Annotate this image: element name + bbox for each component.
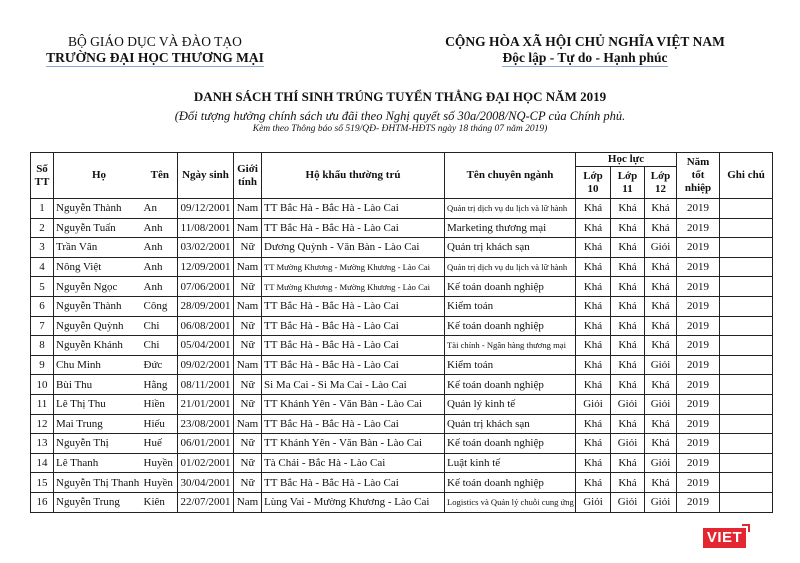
- cell-major: Logistics và Quản lý chuỗi cung ứng: [445, 492, 576, 512]
- cell-lop11: Khá: [611, 453, 645, 473]
- cell-lop12: Khá: [645, 414, 677, 434]
- cell-ho: Nguyễn Thị Thanh: [54, 473, 142, 493]
- cell-grad: 2019: [677, 238, 720, 258]
- cell-grad: 2019: [677, 277, 720, 297]
- cell-stt: 8: [31, 336, 54, 356]
- cell-address: Lùng Vai - Mường Khương - Lào Cai: [262, 492, 445, 512]
- cell-dob: 07/06/2001: [178, 277, 234, 297]
- cell-dob: 09/12/2001: [178, 199, 234, 219]
- cell-stt: 10: [31, 375, 54, 395]
- cell-lop12: Giỏi: [645, 453, 677, 473]
- cell-grad: 2019: [677, 199, 720, 219]
- document-title: DANH SÁCH THÍ SINH TRÚNG TUYỂN THẲNG ĐẠI HỌC NĂM 2019: [193, 89, 607, 104]
- cell-lop11: Khá: [611, 238, 645, 258]
- table-row: [31, 257, 773, 277]
- cell-note: [720, 336, 773, 356]
- cell-lop12: Khá: [645, 199, 677, 219]
- cell-stt: 5: [31, 277, 54, 297]
- viet-logo: VIET: [703, 528, 746, 548]
- cell-lop12: Khá: [645, 316, 677, 336]
- table-row: [31, 296, 773, 316]
- cell-address: TT Bắc Hà - Bắc Hà - Lào Cai: [262, 355, 445, 375]
- table-row: [31, 414, 773, 434]
- cell-note: [720, 473, 773, 493]
- cell-gender: Nam: [234, 414, 262, 434]
- cell-lop11: Giỏi: [611, 394, 645, 414]
- cell-gender: Nữ: [234, 238, 262, 258]
- cell-grad: 2019: [677, 434, 720, 454]
- col-ten: Tên: [150, 169, 169, 181]
- cell-major: Kế toán doanh nghiệp: [445, 277, 576, 297]
- cell-lop12: Khá: [645, 336, 677, 356]
- col-major: Tên chuyên ngành: [445, 153, 576, 199]
- cell-address: TT Khánh Yên - Văn Bàn - Lào Cai: [262, 394, 445, 414]
- cell-address: TT Bắc Hà - Bắc Hà - Lào Cai: [262, 336, 445, 356]
- cell-gender: Nữ: [234, 434, 262, 454]
- cell-lop10: Khá: [576, 375, 611, 395]
- university-name: [45, 50, 265, 66]
- table-row: [31, 375, 773, 395]
- cell-dob: 06/01/2001: [178, 434, 234, 454]
- motto-text: Độc lập - Tự do - Hạnh phúc: [502, 50, 668, 65]
- table-row: [31, 473, 773, 493]
- cell-lop10: Khá: [576, 316, 611, 336]
- cell-ten: Hiếu: [142, 414, 178, 434]
- subtitle-2: Kèm theo Thông báo số 519/QĐ- ĐHTM-HĐTS ngày 18 tháng 07 năm 2019): [252, 124, 548, 134]
- cell-stt: 14: [31, 453, 54, 473]
- cell-lop10: Khá: [576, 336, 611, 356]
- cell-lop10: Giỏi: [576, 492, 611, 512]
- cell-stt: 12: [31, 414, 54, 434]
- cell-dob: 22/07/2001: [178, 492, 234, 512]
- cell-ho: Lê Thanh: [54, 453, 142, 473]
- cell-major: Quản trị dịch vụ du lịch và lữ hành: [445, 257, 576, 277]
- cell-address: TT Mường Khương - Mường Khương - Lào Cai: [262, 277, 445, 297]
- cell-ten: Hiền: [142, 394, 178, 414]
- cell-major: Kế toán doanh nghiệp: [445, 434, 576, 454]
- cell-lop10: Khá: [576, 238, 611, 258]
- cell-ten: Chi: [142, 316, 178, 336]
- cell-gender: Nam: [234, 492, 262, 512]
- cell-lop12: Khá: [645, 375, 677, 395]
- cell-lop11: Khá: [611, 355, 645, 375]
- cell-lop12: Giỏi: [645, 492, 677, 512]
- cell-gender: Nam: [234, 257, 262, 277]
- cell-address: TT Bắc Hà - Bắc Hà - Lào Cai: [262, 199, 445, 219]
- cell-lop11: Khá: [611, 257, 645, 277]
- subtitle-1: (Đối tượng hưởng chính sách ưu đãi theo Nghị quyết số 30a/2008/NQ-CP của Chính phủ.: [174, 109, 626, 123]
- cell-ten: Huế: [142, 434, 178, 454]
- cell-note: [720, 296, 773, 316]
- cell-ten: An: [142, 199, 178, 219]
- cell-lop10: Khá: [576, 218, 611, 238]
- col-dob: Ngày sinh: [178, 153, 234, 199]
- cell-ten: Kiên: [142, 492, 178, 512]
- cell-gender: Nữ: [234, 375, 262, 395]
- cell-gender: Nữ: [234, 394, 262, 414]
- cell-ten: Hằng: [142, 375, 178, 395]
- cell-lop12: Giỏi: [645, 238, 677, 258]
- cell-ten: Anh: [142, 218, 178, 238]
- cell-grad: 2019: [677, 492, 720, 512]
- table-row: [31, 394, 773, 414]
- cell-grad: 2019: [677, 453, 720, 473]
- cell-ten: Đức: [142, 355, 178, 375]
- table-row: [31, 434, 773, 454]
- cell-lop10: Khá: [576, 434, 611, 454]
- cell-ho: Nguyễn Ngọc: [54, 277, 142, 297]
- table-row: [31, 277, 773, 297]
- cell-ten: Huyền: [142, 473, 178, 493]
- cell-lop12: Khá: [645, 218, 677, 238]
- cell-note: [720, 492, 773, 512]
- cell-lop12: Giỏi: [645, 355, 677, 375]
- cell-note: [720, 414, 773, 434]
- cell-major: Quản trị dịch vụ du lịch và lữ hành: [445, 199, 576, 219]
- table-row: [31, 453, 773, 473]
- cell-lop12: Giỏi: [645, 394, 677, 414]
- cell-lop11: Khá: [611, 277, 645, 297]
- cell-ho: Nguyễn Thành: [54, 296, 142, 316]
- cell-ho: Trần Vân: [54, 238, 142, 258]
- cell-gender: Nam: [234, 218, 262, 238]
- col-hoc-luc: Học lực: [576, 153, 677, 167]
- cell-ten: Anh: [142, 277, 178, 297]
- cell-ho: Nguyễn Thị: [54, 434, 142, 454]
- cell-ho: Nguyễn Tuấn: [54, 218, 142, 238]
- cell-ho: Nguyễn Khánh: [54, 336, 142, 356]
- cell-ten: Chi: [142, 336, 178, 356]
- table-row: [31, 218, 773, 238]
- cell-stt: 15: [31, 473, 54, 493]
- motto: [430, 50, 740, 66]
- university-text: TRƯỜNG ĐẠI HỌC THƯƠNG MẠI: [46, 50, 264, 65]
- cell-dob: 09/02/2001: [178, 355, 234, 375]
- col-ho: Họ: [92, 169, 107, 181]
- cell-lop11: Khá: [611, 218, 645, 238]
- cell-lop12: Khá: [645, 434, 677, 454]
- cell-stt: 7: [31, 316, 54, 336]
- cell-note: [720, 238, 773, 258]
- cell-dob: 30/04/2001: [178, 473, 234, 493]
- cell-lop11: Khá: [611, 336, 645, 356]
- cell-gender: Nữ: [234, 316, 262, 336]
- cell-grad: 2019: [677, 316, 720, 336]
- cell-stt: 3: [31, 238, 54, 258]
- cell-ho: Mai Trung: [54, 414, 142, 434]
- cell-major: Kế toán doanh nghiệp: [445, 375, 576, 395]
- cell-stt: 11: [31, 394, 54, 414]
- cell-stt: 1: [31, 199, 54, 219]
- cell-major: Marketing thương mại: [445, 218, 576, 238]
- cell-lop12: Khá: [645, 296, 677, 316]
- cell-major: Tài chính - Ngân hàng thương mại: [445, 336, 576, 356]
- cell-grad: 2019: [677, 375, 720, 395]
- col-address: Hộ khẩu thường trú: [262, 153, 445, 199]
- cell-stt: 9: [31, 355, 54, 375]
- cell-address: TT Mường Khương - Mường Khương - Lào Cai: [262, 257, 445, 277]
- cell-dob: 05/04/2001: [178, 336, 234, 356]
- cell-stt: 2: [31, 218, 54, 238]
- cell-lop11: Giỏi: [611, 434, 645, 454]
- cell-lop10: Khá: [576, 473, 611, 493]
- cell-note: [720, 355, 773, 375]
- cell-address: Tà Chải - Bắc Hà - Lào Cai: [262, 453, 445, 473]
- cell-gender: Nữ: [234, 336, 262, 356]
- cell-lop10: Khá: [576, 453, 611, 473]
- cell-address: TT Bắc Hà - Bắc Hà - Lào Cai: [262, 218, 445, 238]
- table-row: [31, 355, 773, 375]
- cell-ten: Công: [142, 296, 178, 316]
- cell-stt: 16: [31, 492, 54, 512]
- cell-lop10: Khá: [576, 199, 611, 219]
- cell-gender: Nam: [234, 296, 262, 316]
- cell-address: TT Khánh Yên - Văn Bàn - Lào Cai: [262, 434, 445, 454]
- cell-ten: Anh: [142, 238, 178, 258]
- cell-address: TT Bắc Hà - Bắc Hà - Lào Cai: [262, 316, 445, 336]
- cell-grad: 2019: [677, 336, 720, 356]
- cell-lop10: Khá: [576, 414, 611, 434]
- cell-lop11: Khá: [611, 316, 645, 336]
- cell-ho: Bùi Thu: [54, 375, 142, 395]
- cell-major: Quản trị khách sạn: [445, 238, 576, 258]
- cell-major: Kiểm toán: [445, 355, 576, 375]
- cell-stt: 6: [31, 296, 54, 316]
- cell-ho: Nguyễn Trung: [54, 492, 142, 512]
- col-name: [54, 153, 178, 199]
- col-note: Ghi chú: [720, 153, 773, 199]
- cell-dob: 11/08/2001: [178, 218, 234, 238]
- table-row: [31, 238, 773, 258]
- cell-lop10: Khá: [576, 277, 611, 297]
- cell-dob: 21/01/2001: [178, 394, 234, 414]
- col-lop11: Lớp 11: [611, 167, 645, 199]
- cell-address: Si Ma Cai - Si Ma Cai - Lào Cai: [262, 375, 445, 395]
- table-row: [31, 316, 773, 336]
- cell-dob: 08/11/2001: [178, 375, 234, 395]
- table-row: [31, 336, 773, 356]
- col-gender: Giới tính: [234, 153, 262, 199]
- cell-lop10: Khá: [576, 355, 611, 375]
- cell-stt: 4: [31, 257, 54, 277]
- cell-ho: Nông Việt: [54, 257, 142, 277]
- cell-note: [720, 257, 773, 277]
- cell-gender: Nữ: [234, 277, 262, 297]
- cell-ho: Nguyễn Quỳnh: [54, 316, 142, 336]
- cell-gender: Nữ: [234, 473, 262, 493]
- cell-dob: 06/08/2001: [178, 316, 234, 336]
- cell-lop10: Giỏi: [576, 394, 611, 414]
- cell-note: [720, 434, 773, 454]
- cell-grad: 2019: [677, 414, 720, 434]
- cell-address: TT Bắc Hà - Bắc Hà - Lào Cai: [262, 296, 445, 316]
- cell-note: [720, 453, 773, 473]
- cell-note: [720, 394, 773, 414]
- cell-note: [720, 316, 773, 336]
- cell-grad: 2019: [677, 218, 720, 238]
- cell-address: Dương Quỳnh - Văn Bàn - Lào Cai: [262, 238, 445, 258]
- cell-grad: 2019: [677, 296, 720, 316]
- cell-gender: Nữ: [234, 453, 262, 473]
- cell-note: [720, 199, 773, 219]
- cell-major: Kiểm toán: [445, 296, 576, 316]
- country-name: CỘNG HÒA XÃ HỘI CHỦ NGHĨA VIỆT NAM: [445, 34, 725, 49]
- cell-major: Kế toán doanh nghiệp: [445, 316, 576, 336]
- cell-grad: 2019: [677, 394, 720, 414]
- col-stt: Số TT: [31, 153, 54, 199]
- cell-dob: 01/02/2001: [178, 453, 234, 473]
- cell-ten: Anh: [142, 257, 178, 277]
- table-row: [31, 492, 773, 512]
- col-lop10: Lớp 10: [576, 167, 611, 199]
- cell-lop12: Khá: [645, 257, 677, 277]
- cell-lop12: Khá: [645, 473, 677, 493]
- cell-major: Quản lý kinh tế: [445, 394, 576, 414]
- cell-lop10: Khá: [576, 296, 611, 316]
- cell-lop11: Khá: [611, 473, 645, 493]
- cell-lop11: Khá: [611, 414, 645, 434]
- cell-gender: Nam: [234, 199, 262, 219]
- cell-stt: 13: [31, 434, 54, 454]
- cell-lop11: Giỏi: [611, 492, 645, 512]
- cell-ho: Nguyễn Thành: [54, 199, 142, 219]
- cell-major: Quản trị khách sạn: [445, 414, 576, 434]
- col-grad: Năm tốt nhiệp: [677, 153, 720, 199]
- cell-note: [720, 277, 773, 297]
- cell-ho: Chu Minh: [54, 355, 142, 375]
- cell-grad: 2019: [677, 355, 720, 375]
- ministry-name: BỘ GIÁO DỤC VÀ ĐÀO TẠO: [68, 34, 242, 49]
- cell-major: Kế toán doanh nghiệp: [445, 473, 576, 493]
- cell-dob: 03/02/2001: [178, 238, 234, 258]
- cell-lop12: Khá: [645, 277, 677, 297]
- col-lop12: Lớp 12: [645, 167, 677, 199]
- cell-grad: 2019: [677, 257, 720, 277]
- admission-table: [30, 152, 773, 513]
- cell-dob: 23/08/2001: [178, 414, 234, 434]
- cell-note: [720, 375, 773, 395]
- cell-dob: 28/09/2001: [178, 296, 234, 316]
- cell-lop11: Khá: [611, 375, 645, 395]
- cell-ten: Huyền: [142, 453, 178, 473]
- cell-ho: Lê Thị Thu: [54, 394, 142, 414]
- cell-note: [720, 218, 773, 238]
- cell-dob: 12/09/2001: [178, 257, 234, 277]
- cell-major: Luật kinh tế: [445, 453, 576, 473]
- cell-gender: Nam: [234, 355, 262, 375]
- cell-address: TT Bắc Hà - Bắc Hà - Lào Cai: [262, 414, 445, 434]
- table-row: [31, 199, 773, 219]
- cell-lop11: Khá: [611, 296, 645, 316]
- cell-address: TT Bắc Hà - Bắc Hà - Lào Cai: [262, 473, 445, 493]
- cell-lop10: Khá: [576, 257, 611, 277]
- cell-lop11: Khá: [611, 199, 645, 219]
- cell-grad: 2019: [677, 473, 720, 493]
